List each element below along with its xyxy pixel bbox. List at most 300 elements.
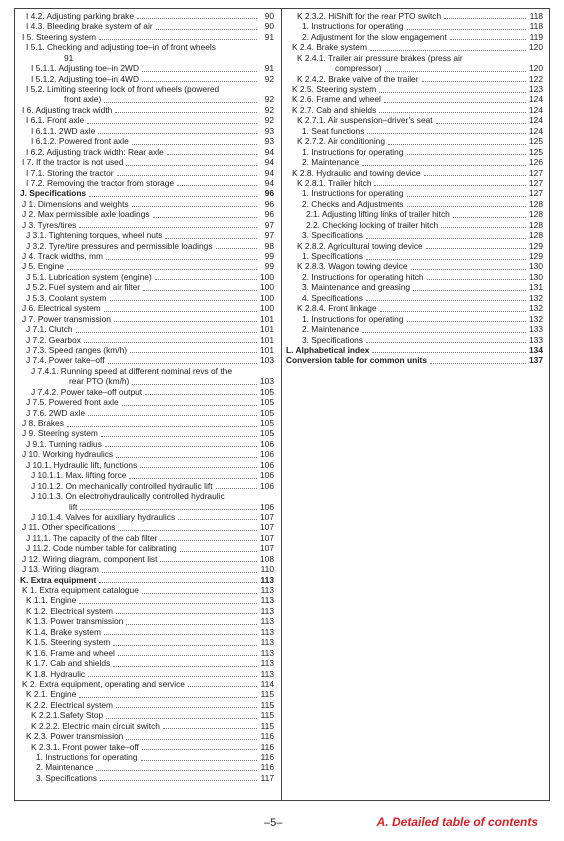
toc-entry[interactable] <box>20 251 274 261</box>
dot-leader <box>105 446 257 447</box>
dot-leader <box>67 426 257 427</box>
toc-entry-text: K 1.2. Electrical system <box>26 605 114 616</box>
dot-leader <box>80 509 257 510</box>
toc-entry-text: K 2.3.1. Front power take–off <box>31 741 139 752</box>
toc-entry-text: J 10.1.2. On mechanically controlled hydraulic lift <box>31 480 213 491</box>
toc-entry-continuation[interactable] <box>286 63 543 73</box>
dot-leader <box>89 196 257 197</box>
dot-leader <box>180 551 257 552</box>
toc-page-number: 94 <box>264 157 274 168</box>
dot-leader <box>114 321 257 322</box>
toc-entry-text: K 2.7.2. Air conditioning <box>297 136 385 147</box>
toc-page-number: 129 <box>529 251 543 262</box>
toc-entry[interactable] <box>20 648 274 658</box>
toc-entry[interactable] <box>286 74 543 84</box>
toc-entry[interactable] <box>20 32 274 42</box>
toc-entry[interactable] <box>20 460 274 470</box>
toc-entry-text: J 7. Power transmission <box>22 313 111 324</box>
toc-entry-text: I 7.1. Storing the tractor <box>26 167 114 178</box>
toc-entry-text: K 2.1. Engine <box>26 689 77 700</box>
dot-leader <box>76 332 257 333</box>
toc-entry-text: I 4.2. Adjusting parking brake <box>26 11 135 21</box>
dot-leader <box>116 707 257 708</box>
toc-entry[interactable] <box>20 115 274 125</box>
toc-entry[interactable] <box>20 199 274 209</box>
dot-leader <box>379 92 526 93</box>
dot-leader <box>177 185 257 186</box>
toc-entry[interactable] <box>20 262 274 272</box>
toc-entry-text: I 5.1.1. Adjusting toe–in 2WD <box>31 63 140 74</box>
toc-page-number: 129 <box>529 240 543 251</box>
dot-leader <box>118 530 257 531</box>
toc-entry[interactable] <box>20 522 274 532</box>
toc-entry[interactable] <box>286 147 543 157</box>
toc-entry-text: J 5.1. Lubrication system (engine) <box>26 271 152 282</box>
toc-entry[interactable] <box>20 470 274 480</box>
toc-entry[interactable]: K 2.4.1. Trailer air pressure brakes (press air <box>297 52 463 63</box>
toc-entry-text: K 1.3. Power transmission <box>26 616 124 627</box>
toc-entry-text: 2. Maintenance <box>36 762 94 773</box>
toc-entry[interactable] <box>20 616 274 626</box>
dot-leader <box>104 102 257 103</box>
dot-leader <box>84 342 257 343</box>
dot-leader <box>88 676 257 677</box>
toc-page-number: 93 <box>264 136 274 147</box>
toc-entry-text: K 1.5. Steering system <box>26 637 111 648</box>
toc-page-number: 117 <box>260 772 274 783</box>
dot-leader <box>422 81 527 82</box>
toc-entry-text: K 1.8. Hydraulic <box>26 668 86 679</box>
dot-leader <box>132 384 257 385</box>
dot-leader <box>98 133 257 134</box>
toc-page-number: 113 <box>260 626 274 637</box>
toc-entry[interactable] <box>20 721 274 731</box>
dot-leader <box>366 238 526 239</box>
toc-entry[interactable] <box>20 554 274 564</box>
toc-entry-text: compressor) <box>335 63 382 74</box>
dot-leader <box>99 39 257 40</box>
toc-entry[interactable] <box>20 575 274 585</box>
toc-entry[interactable] <box>20 658 274 668</box>
toc-page-number: 105 <box>260 386 274 397</box>
dot-leader <box>117 175 257 176</box>
toc-entry-text: J 11.2. Code number table for calibrating <box>26 543 177 554</box>
dot-leader <box>106 259 257 260</box>
dot-leader <box>413 290 526 291</box>
toc-page-number: 94 <box>264 167 274 178</box>
toc-page-number: 116 <box>260 762 274 773</box>
dot-leader <box>366 259 526 260</box>
dot-leader <box>165 238 257 239</box>
toc-entry-text: K. Extra equipment <box>20 574 97 585</box>
toc-right-column <box>286 11 543 366</box>
toc-entry[interactable] <box>20 241 274 251</box>
toc-page-number: 107 <box>260 543 274 554</box>
toc-entry-text: J 10.1. Hydraulic lift, functions <box>26 459 138 470</box>
toc-entry[interactable] <box>20 742 274 752</box>
toc-entry[interactable] <box>20 387 274 397</box>
toc-entry[interactable] <box>20 679 274 689</box>
toc-entry-text: 91 <box>64 52 74 63</box>
dot-leader <box>142 71 257 72</box>
toc-page-number: 101 <box>260 334 274 345</box>
dot-leader <box>407 29 527 30</box>
toc-entry[interactable] <box>20 178 274 188</box>
toc-page-number: 115 <box>260 699 274 710</box>
dot-leader <box>385 71 526 72</box>
toc-entry[interactable] <box>20 606 274 616</box>
toc-page-number: 115 <box>260 689 274 700</box>
toc-entry-text: 2.2. Checking locking of trailer hitch <box>306 219 439 230</box>
toc-entry[interactable] <box>20 63 274 73</box>
dot-leader <box>178 519 257 520</box>
toc-page-number: 127 <box>529 188 543 199</box>
toc-entry[interactable] <box>20 543 274 553</box>
toc-entry[interactable] <box>20 773 274 783</box>
toc-page-number: 130 <box>529 271 543 282</box>
dot-leader <box>113 645 257 646</box>
toc-entry-text: I 5. Steering system <box>22 31 97 42</box>
toc-entry[interactable] <box>20 637 274 647</box>
toc-entry[interactable] <box>20 168 274 178</box>
toc-entry[interactable] <box>286 220 543 230</box>
toc-entry-text: K 2.8. Hydraulic and towing device <box>292 167 421 178</box>
toc-page-number: 107 <box>260 522 274 533</box>
toc-page-number: 108 <box>260 553 274 564</box>
toc-entry-text: 3. Specifications <box>302 230 363 241</box>
toc-page-number: 132 <box>529 303 543 314</box>
toc-page-number: 115 <box>260 720 274 731</box>
toc-page-number: 94 <box>264 146 274 157</box>
toc-page-number: 128 <box>529 219 543 230</box>
toc-entry-continuation[interactable] <box>20 95 274 105</box>
toc-entry-text: J 7.6. 2WD axle <box>26 407 86 418</box>
toc-entry-text: 1. Instructions for operating <box>36 752 138 763</box>
toc-page-number: 105 <box>260 418 274 429</box>
toc-entry[interactable] <box>20 429 274 439</box>
toc-entry[interactable] <box>20 512 274 522</box>
dot-leader <box>104 311 257 312</box>
toc-entry[interactable] <box>20 74 274 84</box>
toc-page-number: 119 <box>529 31 543 42</box>
dot-leader <box>384 102 526 103</box>
toc-entry[interactable] <box>286 11 543 21</box>
toc-entry-text: I 4.3. Bleeding brake system of air <box>26 21 153 32</box>
toc-entry[interactable] <box>20 136 274 146</box>
toc-entry[interactable] <box>20 418 274 428</box>
toc-entry-text: K 2.8.1. Trailer hitch <box>297 178 372 188</box>
toc-page-number: 93 <box>264 125 274 136</box>
toc-entry-continuation[interactable] <box>20 53 274 63</box>
toc-entry[interactable] <box>286 157 543 167</box>
toc-page-number: 126 <box>529 157 543 168</box>
toc-page-number: 100 <box>260 282 274 293</box>
toc-entry[interactable] <box>20 627 274 637</box>
toc-page-number: 120 <box>529 42 543 53</box>
toc-page-number: 127 <box>529 178 543 188</box>
toc-entry[interactable] <box>286 199 543 209</box>
dot-leader <box>407 154 527 155</box>
toc-entry[interactable] <box>20 220 274 230</box>
toc-entry[interactable] <box>20 157 274 167</box>
dot-leader <box>110 300 257 301</box>
toc-page-number: 132 <box>529 292 543 303</box>
toc-entry-text: J 7.5. Powered front axle <box>26 397 119 408</box>
toc-entry[interactable] <box>286 168 543 178</box>
toc-entry[interactable] <box>286 126 543 136</box>
toc-entry[interactable] <box>20 188 274 198</box>
toc-entry[interactable] <box>20 272 274 282</box>
toc-entry[interactable] <box>20 596 274 606</box>
toc-page-number: 99 <box>264 251 274 262</box>
toc-entry[interactable] <box>286 188 543 198</box>
toc-entry-text: front axle) <box>64 94 102 105</box>
toc-entry-text: 2.1. Adjusting lifting links of trailer hitch <box>306 209 450 220</box>
toc-page-number: 120 <box>529 63 543 74</box>
toc-entry[interactable] <box>20 731 274 741</box>
toc-entry[interactable] <box>286 355 543 365</box>
toc-entry[interactable] <box>20 105 274 115</box>
toc-entry[interactable] <box>20 230 274 240</box>
toc-page-number: 106 <box>260 449 274 460</box>
dot-leader <box>130 352 257 353</box>
column-divider <box>281 8 282 801</box>
toc-entry-text: 1. Instructions for operating <box>302 188 404 199</box>
toc-page-number: 107 <box>260 532 274 543</box>
toc-page-number: 113 <box>260 585 274 596</box>
toc-entry-continuation[interactable] <box>20 502 274 512</box>
toc-entry[interactable] <box>286 209 543 219</box>
dot-leader <box>155 279 257 280</box>
toc-page-number: 92 <box>264 104 274 115</box>
dot-leader <box>366 342 526 343</box>
toc-entry[interactable]: I 5.2. Limiting steering lock of front wheels (powered <box>26 84 220 95</box>
toc-entry[interactable] <box>20 439 274 449</box>
toc-entry[interactable]: I 5.1. Checking and adjusting toe–in of front wheels <box>26 42 216 53</box>
toc-page-number: 98 <box>264 240 274 251</box>
toc-entry[interactable] <box>20 397 274 407</box>
toc-page-number: 110 <box>260 564 274 575</box>
dot-leader <box>126 739 257 740</box>
toc-page-number: 133 <box>529 334 543 345</box>
toc-entry[interactable] <box>286 136 543 146</box>
toc-entry[interactable] <box>286 21 543 31</box>
toc-page-number: 92 <box>264 94 274 105</box>
toc-entry[interactable] <box>286 293 543 303</box>
toc-entry[interactable] <box>20 126 274 136</box>
toc-entry-text: 1. Instructions for operating <box>302 146 404 157</box>
dot-leader <box>143 290 257 291</box>
toc-page-number: 113 <box>260 574 274 585</box>
toc-page-number: 90 <box>264 11 274 21</box>
toc-entry[interactable] <box>20 355 274 365</box>
dot-leader <box>88 415 257 416</box>
toc-page-number: 91 <box>264 63 274 74</box>
toc-page-number: 113 <box>260 668 274 679</box>
toc-entry[interactable] <box>20 700 274 710</box>
toc-entry[interactable] <box>20 11 274 21</box>
dot-leader <box>132 144 257 145</box>
toc-page-number: 90 <box>264 21 274 32</box>
toc-page-number: 127 <box>529 167 543 178</box>
toc-entry-text: J 7.1. Clutch <box>26 324 73 335</box>
dot-leader <box>96 770 257 771</box>
toc-entry-text: K 2.7. Cab and shields <box>292 104 377 115</box>
dot-leader <box>388 144 526 145</box>
dot-leader <box>79 227 257 228</box>
toc-page-number: 101 <box>260 345 274 355</box>
toc-entry-text: I 5.1.2. Adjusting toe–in 4WD <box>31 73 140 84</box>
toc-entry[interactable] <box>286 241 543 251</box>
toc-entry[interactable] <box>286 95 543 105</box>
toc-entry-text: J 10.1.4. Valves for auxiliary hydraulics <box>31 512 176 522</box>
toc-entry[interactable] <box>20 585 274 595</box>
toc-page-number: 106 <box>260 480 274 491</box>
dot-leader <box>106 718 257 719</box>
toc-page-number: 118 <box>529 21 543 32</box>
toc-page-number: 92 <box>264 115 274 126</box>
dot-leader <box>142 593 257 594</box>
toc-entry[interactable] <box>20 314 274 324</box>
dot-leader <box>372 352 526 353</box>
toc-entry[interactable] <box>20 303 274 313</box>
toc-entry-text: 2. Checks and Adjustments <box>302 198 404 209</box>
toc-entry[interactable] <box>20 209 274 219</box>
toc-entry-text: I 7.2. Removing the tractor from storage <box>26 178 175 188</box>
toc-entry-text: 1. Instructions for operating <box>302 21 404 32</box>
toc-entry[interactable] <box>20 689 274 699</box>
toc-entry[interactable] <box>20 21 274 31</box>
dot-leader <box>374 185 526 186</box>
toc-entry-text: L. Alphabetical index <box>286 345 370 355</box>
toc-entry-continuation[interactable] <box>20 376 274 386</box>
toc-entry-text: J 4. Track widths, mm <box>22 251 103 262</box>
toc-entry[interactable] <box>20 335 274 345</box>
toc-entry-text: 3. Specifications <box>36 772 97 783</box>
toc-entry[interactable] <box>286 42 543 52</box>
toc-page-number: 124 <box>529 115 543 126</box>
toc-entry[interactable] <box>20 752 274 762</box>
toc-entry[interactable] <box>20 481 274 491</box>
dot-leader <box>102 572 257 573</box>
toc-entry[interactable] <box>20 345 274 355</box>
toc-entry-text: J 11. Other specifications <box>22 522 116 533</box>
toc-entry[interactable]: J 10.1.3. On electrohydraulically controlled hydraulic <box>31 491 225 502</box>
toc-entry[interactable] <box>286 32 543 42</box>
toc-page-number: 103 <box>260 355 274 366</box>
toc-entry[interactable] <box>20 408 274 418</box>
toc-entry-text: K 2.7.1. Air suspension–driver’s seat <box>297 115 433 126</box>
toc-entry[interactable] <box>20 324 274 334</box>
toc-entry[interactable] <box>286 251 543 261</box>
toc-entry[interactable] <box>20 293 274 303</box>
dot-leader <box>153 217 257 218</box>
toc-entry-text: 2. Maintenance <box>302 324 360 335</box>
toc-entry-text: K 1.6. Frame and wheel <box>26 647 115 658</box>
toc-entry-text: J 10.1.1. Max. lifting force <box>31 470 127 481</box>
toc-entry-text: J 7.3. Speed ranges (km/h) <box>26 345 128 355</box>
dot-leader <box>427 279 526 280</box>
toc-entry[interactable] <box>286 105 543 115</box>
toc-page-number: 116 <box>260 741 274 752</box>
dot-leader <box>424 175 527 176</box>
toc-entry-text: K 2.3. Power transmission <box>26 731 124 742</box>
toc-entry[interactable] <box>286 324 543 334</box>
toc-entry[interactable] <box>20 710 274 720</box>
toc-entry-text: K 1.4. Brake system <box>26 626 101 637</box>
toc-entry[interactable] <box>286 282 543 292</box>
dot-leader <box>99 582 257 583</box>
toc-page-number: 97 <box>264 219 274 230</box>
toc-entry-text: J 3.2. Tyre/tire pressures and permissible loadings <box>26 240 213 251</box>
toc-entry-text: J 5.3. Coolant system <box>26 292 107 303</box>
toc-page-number: 128 <box>529 230 543 241</box>
toc-entry-text: K 1. Extra equipment catalogue <box>22 585 139 596</box>
dot-leader <box>436 123 526 124</box>
toc-entry-text: J 1. Dimensions and weights <box>22 198 129 209</box>
dot-leader <box>430 363 526 364</box>
dot-leader <box>116 613 257 614</box>
toc-left-column <box>20 11 274 783</box>
dot-leader <box>145 394 257 395</box>
dot-leader <box>163 728 257 729</box>
toc-entry[interactable]: J 7.4.1. Running speed at different nominal revs of the <box>31 365 232 376</box>
toc-entry-text: K 2.8.4. Front linkage <box>297 303 377 314</box>
dot-leader <box>160 561 257 562</box>
toc-page-number: 91 <box>264 31 274 42</box>
toc-entry[interactable] <box>286 303 543 313</box>
toc-entry[interactable] <box>20 533 274 543</box>
dot-leader <box>362 165 526 166</box>
dot-leader <box>142 81 257 82</box>
toc-entry[interactable] <box>20 282 274 292</box>
toc-page-number: 114 <box>260 679 274 689</box>
toc-entry[interactable] <box>20 147 274 157</box>
section-title: A. Detailed table of contents <box>376 815 538 829</box>
toc-entry[interactable] <box>286 345 543 355</box>
toc-entry-text: J 9. Steering system <box>22 428 98 439</box>
toc-page-number: 130 <box>529 261 543 272</box>
toc-entry[interactable] <box>20 449 274 459</box>
toc-entry[interactable] <box>286 178 543 188</box>
toc-entry-text: J 3. Tyres/tires <box>22 219 77 230</box>
toc-entry[interactable] <box>286 84 543 94</box>
toc-entry[interactable] <box>286 115 543 125</box>
toc-entry-text: I 6.1.2. Powered front axle <box>31 136 129 147</box>
toc-page-number: 131 <box>529 282 543 293</box>
toc-entry-text: K 2. Extra equipment, operating and service <box>22 679 185 689</box>
toc-entry[interactable] <box>286 314 543 324</box>
toc-entry[interactable] <box>286 262 543 272</box>
dot-leader <box>142 749 257 750</box>
toc-entry[interactable] <box>20 763 274 773</box>
toc-page-number: 103 <box>260 376 274 387</box>
toc-entry[interactable] <box>286 230 543 240</box>
toc-entry-text: K 2.5. Steering system <box>292 84 377 95</box>
dot-leader <box>115 112 257 113</box>
toc-entry-text: J 11.1. The capacity of the cab filter <box>26 532 158 543</box>
toc-entry[interactable] <box>20 669 274 679</box>
dot-leader <box>160 540 257 541</box>
toc-entry[interactable] <box>286 272 543 282</box>
toc-entry-text: J 5.2. Fuel system and air filter <box>26 282 141 293</box>
toc-entry-text: J 8. Brakes <box>22 418 64 429</box>
toc-entry[interactable] <box>286 335 543 345</box>
toc-entry-text: 3. Specifications <box>302 334 363 345</box>
toc-entry[interactable] <box>20 564 274 574</box>
toc-page-number: 116 <box>260 752 274 763</box>
toc-entry-text: K 2.6. Frame and wheel <box>292 94 381 105</box>
